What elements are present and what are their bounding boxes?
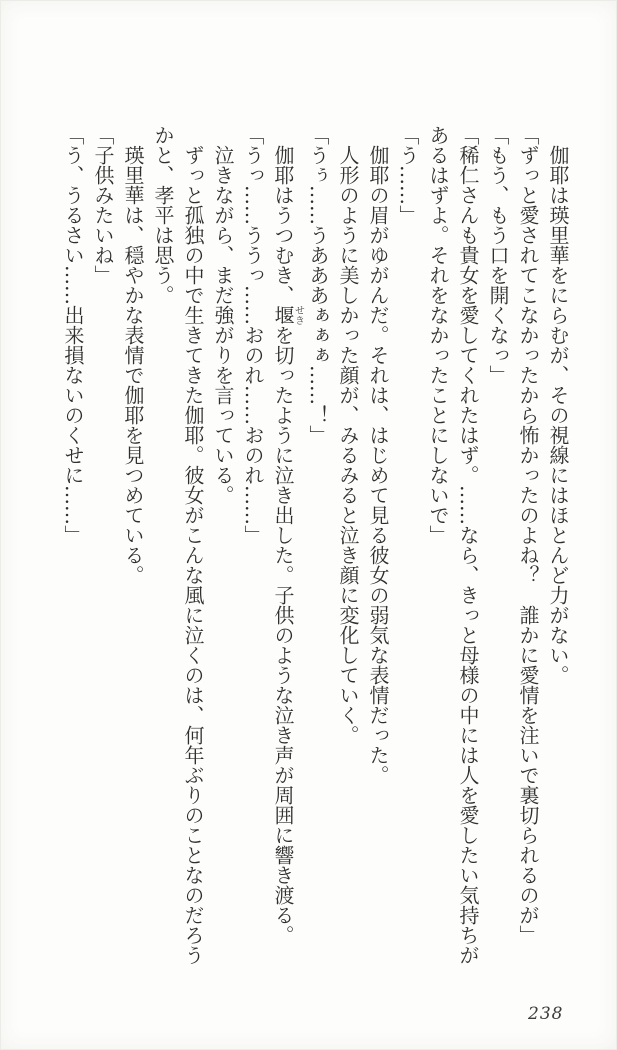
ruby-pre-text: 伽耶はうつむき、 <box>271 145 295 305</box>
dialogue-line: 「子供みたいね」 <box>91 125 115 285</box>
narration-paragraph: ずっと孤独の中で生きてきた伽耶。彼女がこんな風に泣くのは、何年ぶりのことなのだろうかと、孝平は思う。 <box>151 125 205 965</box>
dialogue-line: 「うっ……ううっ……おのれ……おのれ……」 <box>241 125 265 545</box>
page-number: 238 <box>528 1004 564 1024</box>
ruby-base: 堰 <box>271 305 295 325</box>
vertical-text-block <box>58 125 573 970</box>
dialogue-line: 「う……」 <box>396 125 420 225</box>
narration-paragraph: 人形のように美しかった顔が、みるみると泣き顔に変化していく。 <box>336 145 360 745</box>
dialogue-line: 「稀仁さんも貴女を愛してくれたはず。……なら、きっと母様の中には人を愛したい気持ちがあるはずよ。それをなかったことにしないで」 <box>426 125 480 965</box>
narration-paragraph: 伽耶は瑛里華をにらむが、その視線にはほとんど力がない。 <box>546 145 570 685</box>
dialogue-line: 「もう、もう口を開くなっ」 <box>486 125 510 385</box>
narration-paragraph: 泣きながら、まだ強がりを言っている。 <box>211 145 235 505</box>
narration-paragraph: 伽耶の眉がゆがんだ。それは、はじめて見る彼女の弱気な表情だった。 <box>366 145 390 785</box>
narration-paragraph: 瑛里華は、穏やかな表情で伽耶を見つめている。 <box>121 145 145 585</box>
furigana-ruby <box>271 305 304 325</box>
narration-paragraph-with-ruby <box>268 125 303 970</box>
dialogue-line: 「う、うるさい……出来損ないのくせに……」 <box>61 125 85 545</box>
ruby-post-text: を切ったように泣き出した。子供のような泣き声が周囲に響き渡る。 <box>271 325 295 945</box>
dialogue-line: 「うぅ……うあああぁぁぁ……！」 <box>306 125 330 445</box>
ruby-reading: せき <box>292 305 304 325</box>
dialogue-line: 「ずっと愛されてこなかったから怖かったのよね？ 誰かに愛情を注いで裏切られるのが」 <box>516 125 540 945</box>
